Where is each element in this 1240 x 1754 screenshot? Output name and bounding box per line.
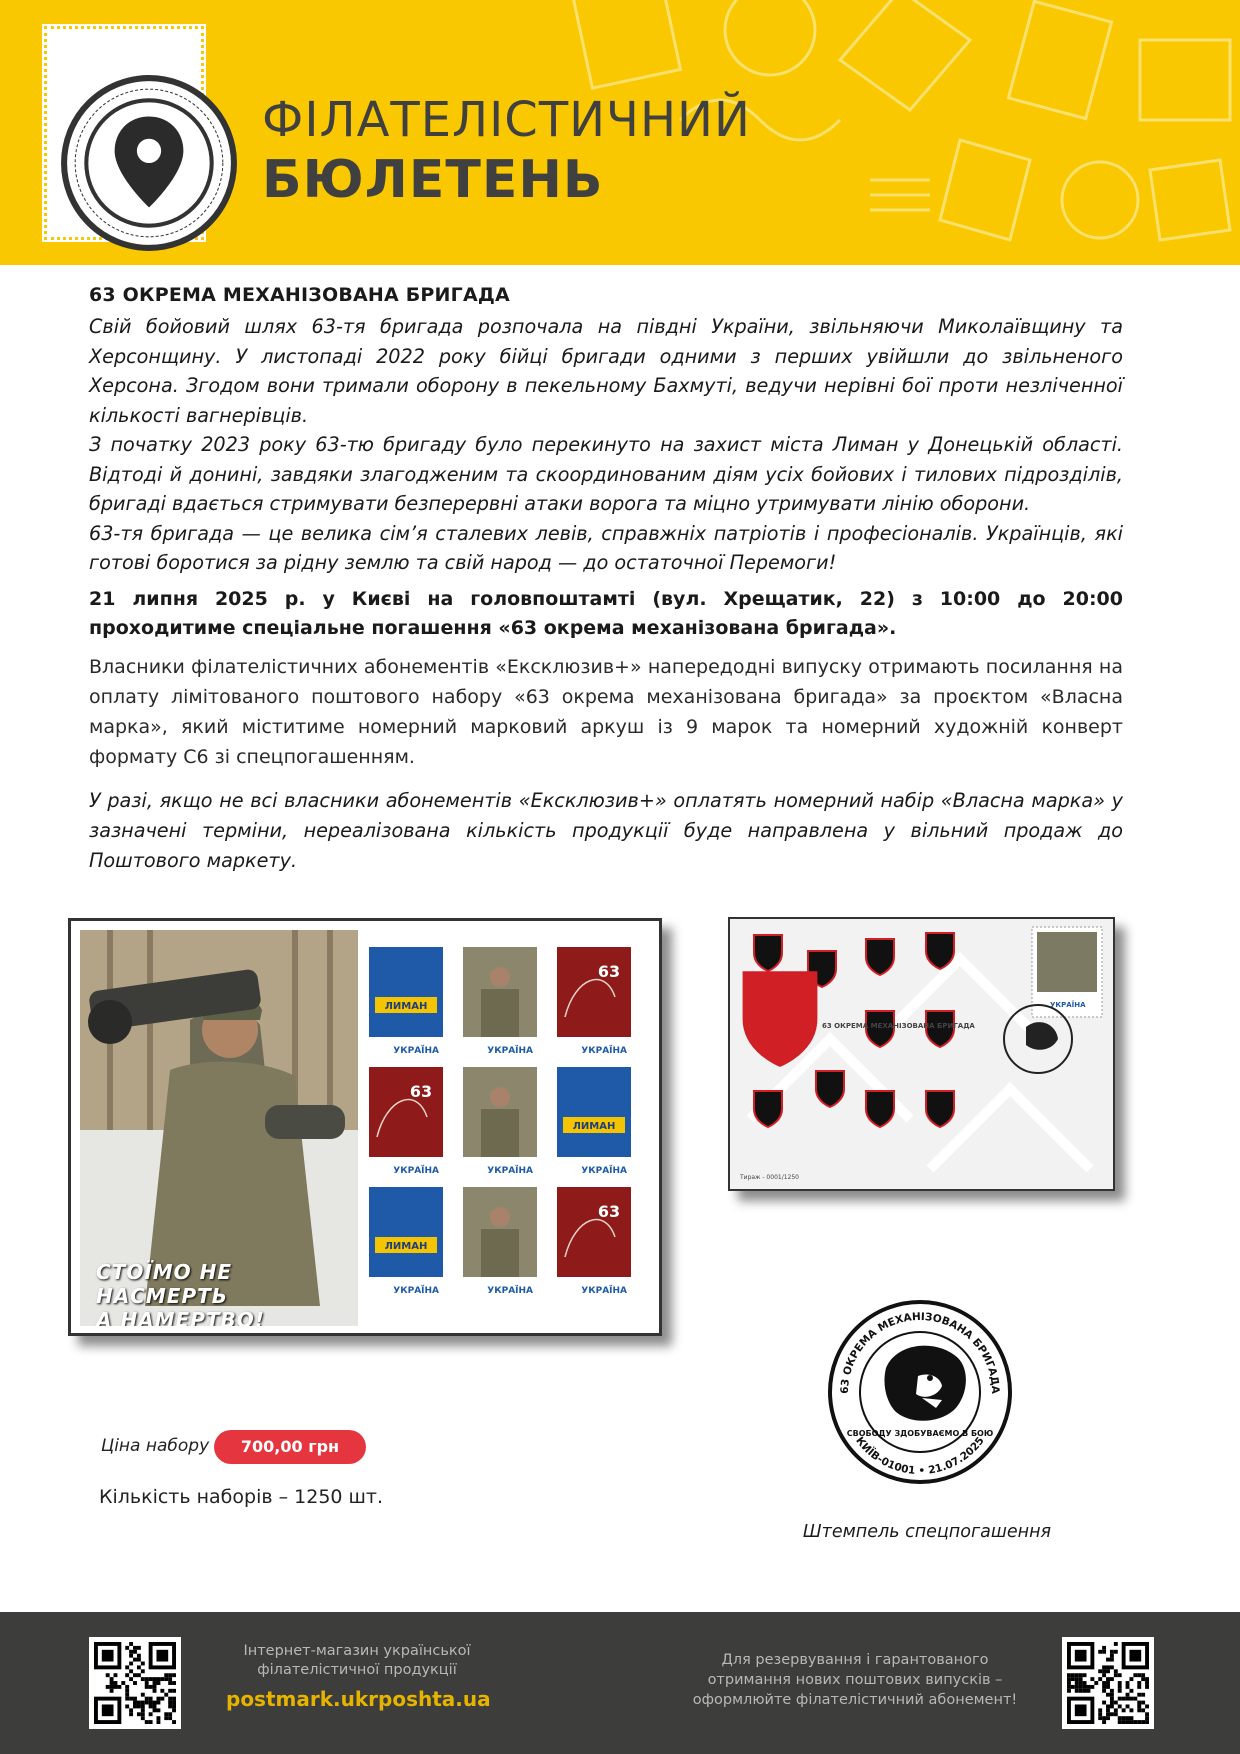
svg-text:63: 63 <box>597 1202 621 1221</box>
article-heading: 63 ОКРЕМА МЕХАНІЗОВАНА БРИГАДА <box>89 284 510 306</box>
article-intro <box>89 312 1123 578</box>
bulletin-title-line2: БЮЛЕТЕНЬ <box>262 150 604 210</box>
sheet-slogan <box>96 1260 358 1326</box>
svg-text:63: 63 <box>409 1082 433 1101</box>
envelope-title: 63 ОКРЕМА МЕХАНІЗОВАНА БРИГАДА <box>822 1022 975 1030</box>
bulletin-footer <box>0 1612 1240 1754</box>
subscription-info: Для резервування і гарантованого отримання нових поштових випусків – оформлюйте філателістичний абонемент! <box>692 1652 1018 1708</box>
stamp-tile-liman <box>369 947 443 1056</box>
stamp-tile-liman <box>369 1187 443 1296</box>
postmark-caption: Штемпель спецпогашення <box>802 1522 1052 1542</box>
stamp-country-label: УКРАЇНА <box>393 1046 439 1056</box>
postmark-ring-bottom: КИЇВ-01001 • 21.07.2025 <box>853 1434 987 1478</box>
price-badge: 700,00 грн <box>214 1430 366 1464</box>
envelope-stamp-country: УКРАЇНА <box>1050 1001 1086 1009</box>
stamp-sheet-image <box>68 918 662 1336</box>
shop-link[interactable]: postmark.ukrposhta.ua <box>226 1687 491 1711</box>
stamp-country-label: УКРАЇНА <box>487 1046 533 1056</box>
article <box>89 284 1123 876</box>
qr-pattern <box>94 1642 176 1724</box>
stamp-country-label: УКРАЇНА <box>581 1046 627 1056</box>
fdc-envelope-image <box>728 917 1115 1191</box>
shop-description: Інтернет-магазин української філателістичної продукції <box>243 1643 471 1678</box>
shop-info <box>226 1642 491 1711</box>
slogan-line-2: А НАМЕРТВО! <box>96 1308 265 1326</box>
svg-text:ЛИМАН: ЛИМАН <box>572 1121 616 1132</box>
stamp-tile-soldier <box>463 1187 537 1296</box>
stamp-country-label: УКРАЇНА <box>581 1286 627 1296</box>
stamp-country-label: УКРАЇНА <box>581 1166 627 1176</box>
stamp-country-label: УКРАЇНА <box>487 1286 533 1296</box>
stamp-tile-lion <box>557 1187 631 1296</box>
cancellation-announcement: 21 липня 2025 р. у Києві на головпоштамті (вул. Хрещатик, 22) з 10:00 до 20:00 проходитиме спеціальне погашення «63 окрема механізована бригада». <box>89 587 1123 639</box>
qr-code-icon[interactable] <box>1062 1637 1154 1729</box>
stamp-grid <box>361 927 651 1331</box>
stamp-tile-lion <box>557 947 631 1056</box>
lion-head-icon <box>884 1346 965 1421</box>
intro-paragraph: Свій бойовий шлях 63-тя бригада розпочала на півдні України, звільняючи Миколаївщину та Херсонщину. У листопаді 2022 року бійці бригади одними з перших увійшли до звільненого Херсона. Згодом вони тримали оборону в пекельному Бахмуті, ведучи нерівні бої проти незліченної кількості вагнерівців. <box>89 315 1123 427</box>
postmark-ring-mid: СВОБОДУ ЗДОБУВАЄМО В БОЮ <box>846 1429 994 1438</box>
subscribers-paragraph: Власники філателістичних абонементів «Ексклюзив+» напередодні випуску отримають посилання на оплату лімітованого поштового набору «63 окрема механізована бригада» за проєктом «Власна марка», який міститиме номерний марковий аркуш із 9 марок та номерний художній конверт формату С6 зі спецпогашенням. <box>89 655 1123 768</box>
slogan-line-1: СТОЇМО НЕ НАСМЕРТЬ <box>96 1260 233 1308</box>
soldier-photo <box>80 930 358 1326</box>
intro-paragraph: 63-тя бригада — це велика сім’я сталевих левів, справжніх патріотів і професіоналів. Українців, які готові боротися за рідну землю та свій народ — до остаточної Перемоги! <box>89 521 1123 574</box>
qr-code-icon[interactable] <box>89 1637 181 1729</box>
intro-paragraph: З початку 2023 року 63-тю бригаду було перекинуто на захист міста Лиман у Донецькій області. Відтоді й донині, завдяки злагодженим та скоординованим діям усіх бойових і тилових підрозділів, бригаді вдається стримувати безперервні атаки ворога та міцно утримувати лінію оборони. <box>89 433 1123 515</box>
stamp-country-label: УКРАЇНА <box>393 1166 439 1176</box>
svg-text:63: 63 <box>597 962 621 981</box>
envelope-illustration <box>730 919 1115 1191</box>
envelope-print-run: Тираж - 0001/1250 <box>740 1174 799 1181</box>
special-cancellation-postmark <box>826 1298 1014 1486</box>
stamp-tile-lion <box>369 1067 443 1176</box>
svg-text:ЛИМАН: ЛИМАН <box>384 1241 428 1252</box>
bulletin-title-line1: ФІЛАТЕЛІСТИЧНИЙ <box>262 92 751 148</box>
qr-pattern <box>1067 1642 1149 1724</box>
stamp-country-label: УКРАЇНА <box>393 1286 439 1296</box>
stamp-tile-soldier <box>463 947 537 1056</box>
stamp-tile-liman <box>557 1067 631 1176</box>
unsold-note: У разі, якщо не всі власники абонементів «Ексклюзив+» оплатять номерний набір «Власна марка» у зазначені терміни, нереалізована кількість продукції буде направлена у вільний продаж до Поштового маркету. <box>89 788 1123 872</box>
svg-text:ЛИМАН: ЛИМАН <box>384 1001 428 1012</box>
postmark-ring-top: 63 ОКРЕМА МЕХАНІЗОВАНА БРИГАДА <box>838 1310 1002 1395</box>
price-label: Ціна набору <box>101 1436 210 1456</box>
quantity-text: Кількість наборів – 1250 шт. <box>99 1486 384 1508</box>
bulletin-header <box>0 0 1240 265</box>
ukrposhta-logo-icon <box>58 72 240 254</box>
stamp-tile-soldier <box>463 1067 537 1176</box>
stamp-country-label: УКРАЇНА <box>487 1166 533 1176</box>
